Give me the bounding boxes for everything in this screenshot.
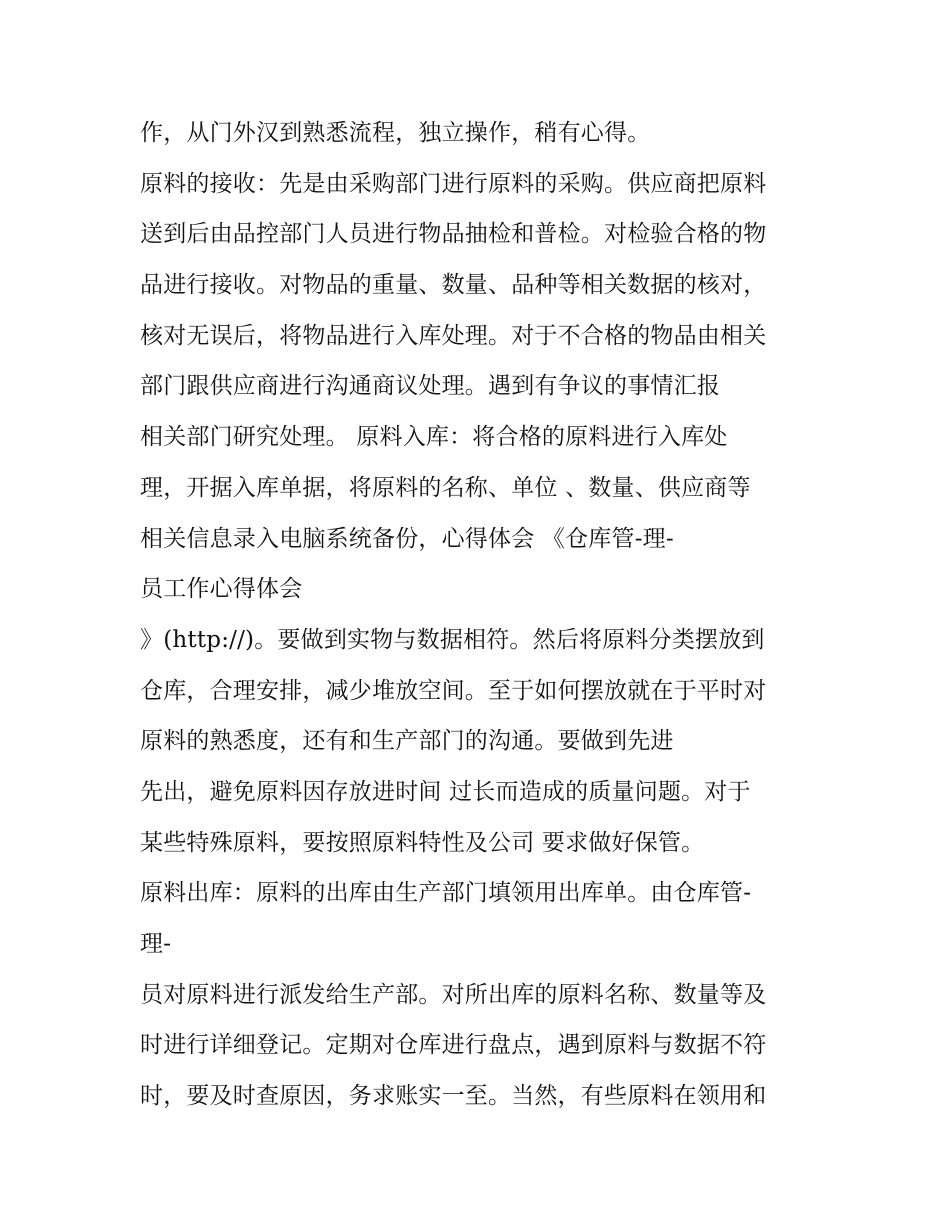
text-line-14: 先出，避免原料因存放进时间 过长而造成的质量问题。对于 bbox=[140, 778, 751, 805]
text-line-17: 理- bbox=[140, 931, 172, 957]
text-line-3: 送到后由品控部门人员进行物品抽检和普检。对检验合格的物 bbox=[140, 221, 767, 248]
text-line-18: 员对原料进行派发给生产部。对所出库的原料名称、数量等及 bbox=[140, 981, 767, 1008]
text-line-8: 理，开据入库单据，将原料的名称、单位 、数量、供应商等 bbox=[140, 474, 751, 501]
text-line-9: 相关信息录入电脑系统备份，心得体会 《仓库管-理- bbox=[140, 525, 674, 552]
text-line-13: 原料的熟悉度，还有和生产部门的沟通。要做到先进 bbox=[140, 728, 674, 755]
text-line-12: 仓库，合理安排，减少堆放空间。至于如何摆放就在于平时对 bbox=[140, 677, 767, 704]
text-line-7: 相关部门研究处理。 原料入库：将合格的原料进行入库处 bbox=[140, 424, 728, 451]
text-line-1: 作，从门外汉到熟悉流程，独立操作，稍有心得。 bbox=[140, 120, 651, 146]
text-line-2: 原料的接收：先是由采购部门进行原料的采购。供应商把原料 bbox=[140, 170, 767, 197]
text-line-16: 原料出库：原料的出库由生产部门填领用出库单。由仓库管- bbox=[140, 880, 752, 907]
text-line-4: 品进行接收。对物品的重量、数量、品种等相关数据的核对， bbox=[140, 272, 767, 299]
text-line-11: 》(http://)。要做到实物与数据相符。然后将原料分类摆放到 bbox=[140, 626, 765, 653]
text-line-19: 时进行详细登记。定期对仓库进行盘点，遇到原料与数据不符 bbox=[140, 1032, 767, 1059]
text-line-20: 时，要及时查原因，务求账实一至。当然，有些原料在领用和 bbox=[140, 1083, 767, 1110]
text-line-15: 某些特殊原料，要按照原料特性及公司 要求做好保管。 bbox=[140, 829, 705, 856]
body-text bbox=[140, 108, 830, 1122]
text-line-5: 核对无误后，将物品进行入库处理。对于不合格的物品由相关 bbox=[140, 322, 767, 349]
text-line-6: 部门跟供应商进行沟通商议处理。遇到有争议的事情汇报 bbox=[140, 373, 720, 400]
text-line-10: 员工作心得体会 bbox=[140, 576, 303, 603]
